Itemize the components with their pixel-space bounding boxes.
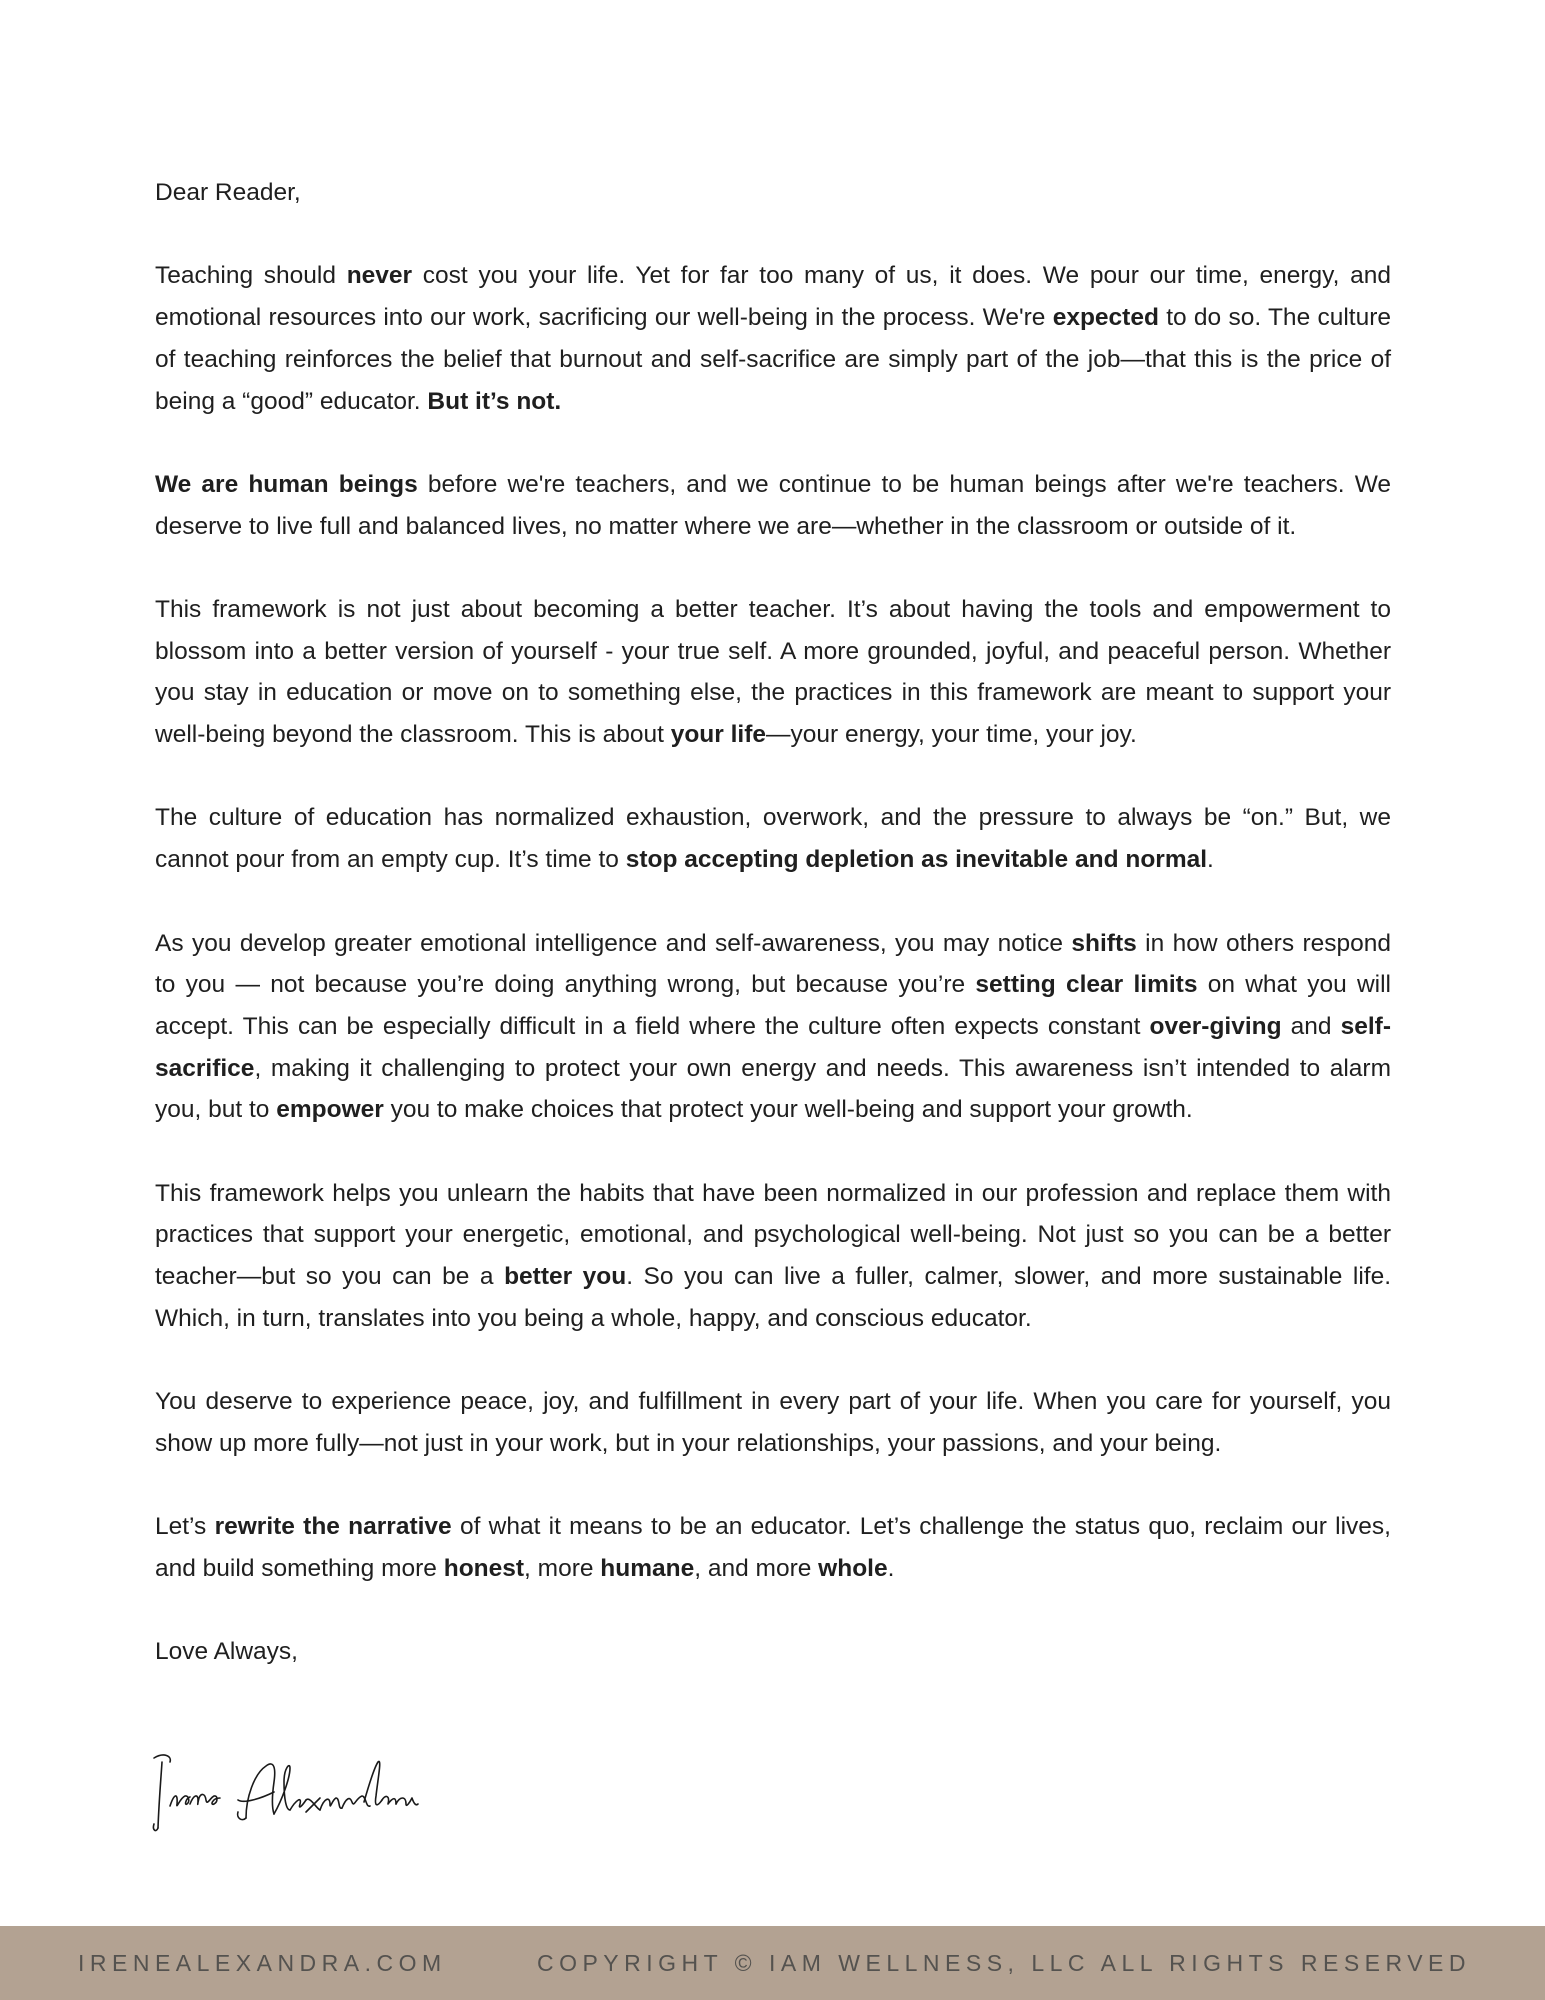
letter-closing: Love Always, <box>155 1638 298 1666</box>
emphasis-text: humane <box>600 1555 695 1583</box>
paragraph-text: you to make choices that protect your well-being and support your growth. <box>383 1096 1193 1124</box>
paragraph-text: Let’s <box>155 1513 215 1541</box>
paragraph-text: , making it challenging to protect your own energy and needs. This awareness isn’t intended to alarm you, but to <box>155 1054 1391 1124</box>
paragraph-text: This framework helps you unlearn the habits that have been normalized in our profession and replace them with practices that support your energetic, emotional, and psychological well-being. Not just so you can be a better teacher—but so you can be a <box>155 1179 1391 1291</box>
paragraph-text: and <box>1281 1012 1341 1040</box>
paragraph-text: to do so. The culture of teaching reinforces the belief that burnout and self-sacrifice are simply part of the job—that this is the price of being a “good” educator. <box>155 304 1392 415</box>
paragraph-text: . <box>887 1555 895 1583</box>
emphasis-text: never <box>346 262 413 290</box>
emphasis-text: whole <box>818 1555 888 1583</box>
emphasis-text: better you <box>504 1263 627 1291</box>
letter-paragraph <box>155 1381 1391 1464</box>
footer-copyright: COPYRIGHT © IAM WELLNESS, LLC ALL RIGHTS RESERVED <box>536 1950 1471 1976</box>
emphasis-text: stop accepting depletion as inevitable and normal <box>625 846 1208 874</box>
letter-paragraph <box>155 464 1391 547</box>
letter-paragraph <box>155 797 1391 880</box>
paragraph-text: —your energy, your time, your joy. <box>765 721 1137 749</box>
paragraph-text: in how others respond to you — not because you’re doing anything wrong, but because you’re <box>155 929 1392 999</box>
emphasis-text: over-giving <box>1149 1012 1282 1040</box>
footer-band <box>0 1926 1545 2000</box>
handwritten-signature <box>150 1748 420 1838</box>
paragraph-text: Teaching should <box>155 262 347 290</box>
letter-paragraph <box>155 1506 1391 1589</box>
letter-body <box>155 172 1391 1673</box>
letter-paragraph <box>155 1173 1391 1340</box>
emphasis-text: expected <box>1052 304 1159 332</box>
paragraph-text: . So you can live a fuller, calmer, slower, and more sustainable life. Which, in turn, translates into you being a whole, happy, and conscious educator. <box>155 1263 1392 1332</box>
letter-greeting: Dear Reader, <box>155 179 301 206</box>
emphasis-text: rewrite the narrative <box>214 1513 452 1541</box>
emphasis-text: We are human beings <box>155 470 418 498</box>
paragraph-text: on what you will accept. This can be especially difficult in a field where the culture often expects constant <box>155 971 1391 1040</box>
letter-paragraph <box>155 589 1391 756</box>
letter-paragraph <box>155 923 1391 1132</box>
paragraph-text: cost you your life. Yet for far too many of us, it does. We pour our time, energy, and emotional resources into our work, sacrificing our well-being in the process. We're <box>155 262 1391 332</box>
emphasis-text: empower <box>276 1096 384 1124</box>
paragraph-text: As you develop greater emotional intelligence and self-awareness, you may notice <box>155 929 1072 957</box>
letter-paragraphs <box>155 255 1391 1589</box>
footer-website[interactable]: IRENEALEXANDRA.COM <box>78 1950 447 1976</box>
emphasis-text: your life <box>670 721 766 749</box>
paragraph-text: This framework is not just about becoming a better teacher. It’s about having the tools and empowerment to blossom into a better version of yourself - your true self. A more grounded, joyful, and peaceful person. Whether you stay in education or move on to something else, the practices in this framework are meant to support your well-being beyond the classroom. This is about <box>155 595 1391 749</box>
emphasis-text: setting clear limits <box>975 971 1198 999</box>
emphasis-text: But it’s not. <box>427 387 562 415</box>
letter-paragraph <box>155 255 1391 422</box>
paragraph-text: , more <box>524 1555 601 1583</box>
paragraph-text: The culture of education has normalized exhaustion, overwork, and the pressure to always be “on.” But, we cannot pour from an empty cup. It’s time to <box>155 804 1391 874</box>
emphasis-text: shifts <box>1071 929 1137 957</box>
emphasis-text: self-sacrifice <box>155 1012 1391 1082</box>
paragraph-text: , and more <box>694 1555 819 1583</box>
paragraph-text: before we're teachers, and we continue to be human beings after we're teachers. We deserve to live full and balanced lives, no matter where we are—whether in the classroom or outside of it. <box>155 470 1391 540</box>
signature-image <box>150 1748 420 1838</box>
paragraph-text: of what it means to be an educator. Let’s challenge the status quo, reclaim our lives, and build something more <box>155 1513 1391 1583</box>
paragraph-text: . <box>1207 846 1214 874</box>
paragraph-text: You deserve to experience peace, joy, and fulfillment in every part of your life. When you care for yourself, you show up more fully—not just in your work, but in your relationships, your passions, and your being. <box>155 1388 1391 1457</box>
emphasis-text: honest <box>443 1555 525 1583</box>
